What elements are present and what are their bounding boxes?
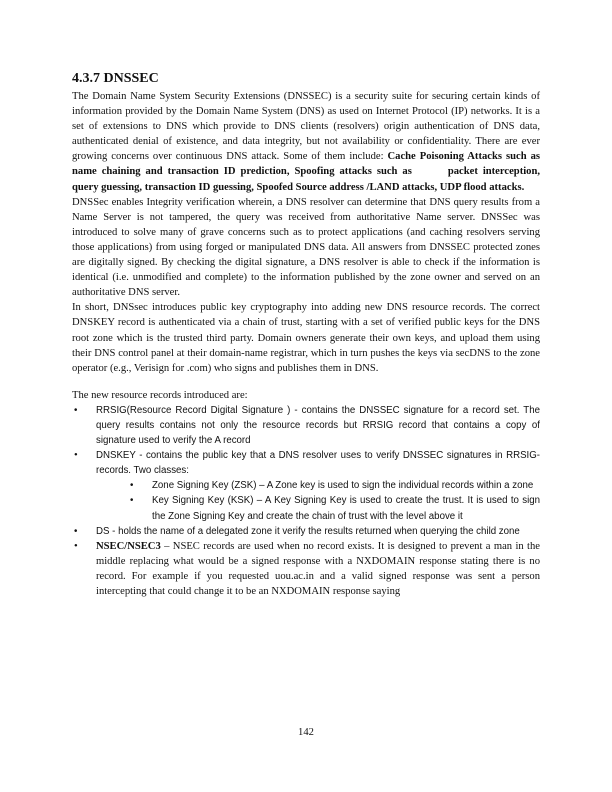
list-item-ds: • DS - holds the name of a delegated zone it verify the results returned when querying the child zone [72, 524, 540, 539]
list-item-nsec [72, 539, 540, 599]
nsec-text: – NSEC records are used when no record exists. It is designed to prevent a man in the middle replacing what would be a signed response with a NXDOMAIN response stating there is no record. For example if you requested uou.ac.in and a valid signed response was sent a person intercepting that could change it to be an NXDOMAIN response saying [96, 540, 540, 597]
intro-paragraph [72, 89, 540, 195]
list-item-rrsig: • RRSIG(Resource Record Digital Signature ) - contains the DNSSEC signature for a record set. The query results contains not only the resource records but RRSIG record that contains a copy of signature used to verify the A record [72, 403, 540, 448]
nsec-label: NSEC/NSEC3 [96, 540, 161, 552]
summary-paragraph: In short, DNSsec introduces public key cryptography into adding new DNS resource records. The correct DNSKEY record is authenticated via a chain of trust, starting with a set of verified public keys for the DNS root zone which is the trusted third party. Domain owners generate their own keys, and upload them using their DNS control panel at their domain-name registrar, which in turn pushes the keys via secDNS to the zone operator (e.g., Verisign for .com) who signs and publishes them in DNS. [72, 302, 540, 374]
intro-text: The Domain Name System Security Extensions (DNSSEC) is a security suite for securing certain kinds of information provided by the Domain Name System (DNS) as used on Internet Protocol (IP) networks. It is a set of extensions to DNS which provide to DNS clients (resolvers) origin authentication of DNS data, authenticated denial of existence, and data integrity, but not availability or confidentiality. There are ever growing concerns over continuous DNS attack. Some of them include: [72, 91, 540, 163]
attack-list-part-a: Cache Poisoning Attacks such as name chaining and transaction ID prediction, Spoofing attacks such as [72, 151, 540, 178]
page-content [72, 70, 540, 599]
integrity-paragraph: DNSSec enables Integrity verification wherein, a DNS resolver can determine that DNS query results from a Name Server is not tampered, the query was received from authoritative Name server. DNSSec was introduced to solve many of grave concerns such as to protect applications (and caching resolvers serving those applications) from using forged or manipulated DNS data. All answers from DNSSEC protected zones are digitally signed. By checking the digital signature, a DNS resolver is able to check if the information is identical (i.e. unmodified and complete) to the information published by the zone owner and served on an authoritative DNS server. [72, 196, 540, 299]
records-intro: The new resource records introduced are: [72, 389, 248, 401]
list-item-zsk: • Zone Signing Key (ZSK) – A Zone key is used to sign the individual records within a zone [96, 478, 540, 493]
attack-list-part-b: packet interception, query guessing, transaction ID guessing, Spoofed Source address /LAND attacks, UDP flood attacks. [72, 166, 540, 193]
key-classes-list [96, 478, 540, 523]
page-number: 142 [298, 727, 314, 738]
list-item-ksk: • Key Signing Key (KSK) – A Key Signing Key is used to create the trust. It is used to sign the Zone Signing Key and create the chain of trust with the level above it [96, 493, 540, 523]
dnskey-text: DNSKEY - contains the public key that a DNS resolver uses to verify DNSSEC signatures in RRSIG-records. Two classes: [96, 450, 540, 477]
resource-records-list [72, 403, 540, 599]
list-item-dnskey [72, 448, 540, 523]
section-heading: 4.3.7 DNSSEC [72, 71, 159, 86]
